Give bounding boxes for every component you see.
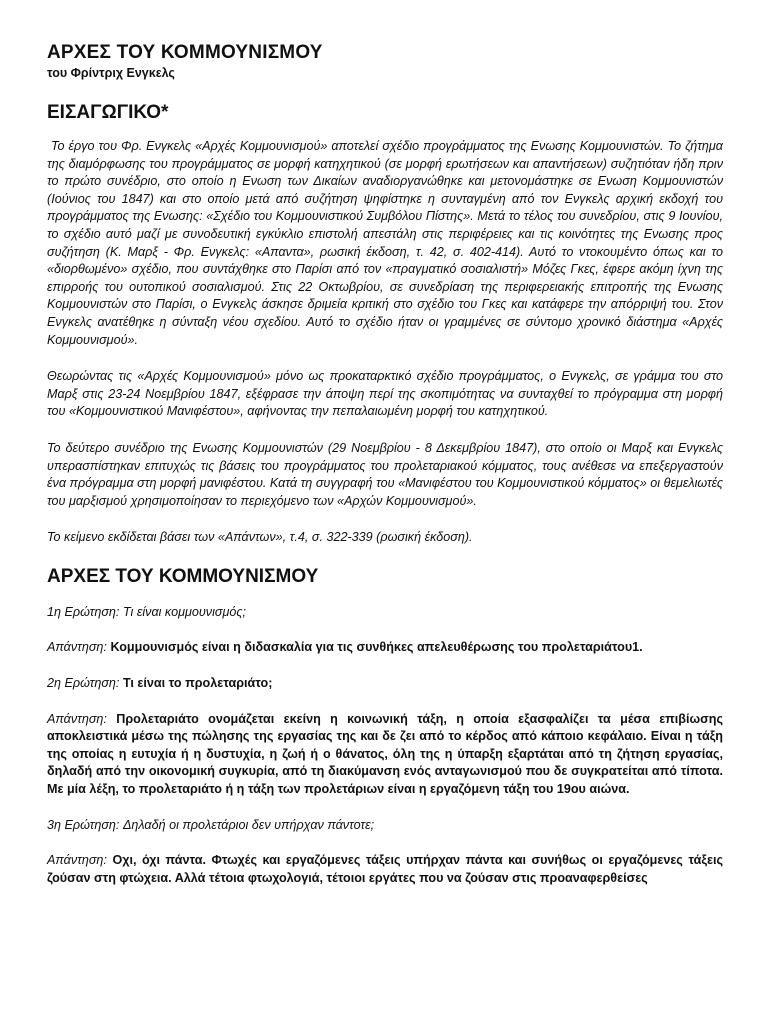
intro-paragraph: Θεωρώντας τις «Αρχές Κομμουνισμού» μόνο ως προκαταρκτικό σχέδιο προγράμματος, ο Ενγκελς, σε γράμμα του στο Μαρξ στις 23-24 Νοεμβρίου 1847, εξέφρασε την άποψη περί της σκοπιμότητας να συνταχθεί το πρόγραμμα στη μορφή του «Κομμουνιστικού Μανιφέστου», αφήνοντας την πεπαλαιωμένη μορφή του κατηχητικού. bbox=[47, 369, 723, 419]
question-1 bbox=[47, 604, 723, 622]
qa-section bbox=[47, 604, 723, 888]
question-text: Τι είναι κομμουνισμός; bbox=[122, 604, 247, 619]
question-2 bbox=[47, 675, 723, 693]
answer-label: Απάντηση: bbox=[47, 711, 107, 726]
intro-heading: ΕΙΣΑΓΩΓΙΚΟ* bbox=[47, 102, 169, 123]
question-text: Τι είναι το προλεταριάτο; bbox=[122, 676, 273, 691]
intro-paragraph: Το κείμενο εκδίδεται βάσει των «Απάντων», τ.4, σ. 322-339 (ρωσική έκδοση). bbox=[47, 530, 473, 545]
answer-2 bbox=[47, 711, 723, 799]
answer-text: Οχι, όχι πάντα. Φτωχές και εργαζόμενες τάξεις υπήρχαν πάντα και συνήθως οι εργαζόμενες τάξεις ζούσαν στη φτώχεια. Αλλά τέτοια φτωχολογιά, τέτοιοι εργάτες που να ζούσαν στις προαναφερθείσες bbox=[47, 853, 723, 885]
answer-1 bbox=[47, 639, 723, 657]
intro-paragraph: Το δεύτερο συνέδριο της Ενωσης Κομμουνιστών (29 Νοεμβρίου - 8 Δεκεμβρίου 1847), στο οποίο οι Μαρξ και Ενγκελς υπερασπίστηκαν επιτυχώς τις βάσεις του προγράμματος του προλεταριακού κόμματος, τους ανέθεσε να επεξεργαστούν ένα πρόγραμμα στη μορφή μανιφέστου. Κατά τη συγγραφή του «Μανιφέστου του Κομμουνιστικού κόμματος» οι θεμελιωτές του μαρξισμού χρησιμοποίησαν το περιεχόμενο των «Αρχών Κομμουνισμού». bbox=[47, 440, 723, 508]
answer-label: Απάντηση: bbox=[47, 640, 107, 655]
question-label: 2η Ερώτηση: bbox=[47, 676, 120, 691]
intro-section bbox=[47, 138, 723, 547]
answer-label: Απάντηση: bbox=[47, 853, 107, 868]
question-3 bbox=[47, 817, 723, 835]
question-label: 1η Ερώτηση: bbox=[47, 604, 120, 619]
answer-text: Προλεταριάτο ονομάζεται εκείνη η κοινωνική τάξη, η οποία εξασφαλίζει τα μέσα επιβίωσης αποκλειστικά μέσω της πώλησης της εργασίας της και δε ζει από το κέρδος από κάποιο κεφάλαιο. Είναι η τάξη της οποίας η ευτυχία ή η δυστυχία, η ζωή ή ο θάνατος, όλη της η ύπαρξη εξαρτάται από τη ζήτηση εργασίας, δηλαδή από την οικονομική συγκυρία, από τη διακύμανση ενός ανταγωνισμού που δε συγκρατείται από τίποτα. Με μία λέξη, το προλεταριάτο ή η τάξη των προλετάριων είναι η εργαζόμενη τάξη του 19ου αιώνα. bbox=[47, 711, 723, 797]
question-text: Δηλαδή οι προλετάριοι δεν υπήρχαν πάντοτε; bbox=[122, 817, 375, 832]
intro-paragraph: Το έργο του Φρ. Ενγκελς «Αρχές Κομμουνισμού» αποτελεί σχέδιο προγράμματος της Ενωσης Κομμουνιστών. Το ζήτημα της διαμόρφωσης του προγράμματος σε μορφή κατηχητικού (σε μορφή ερωτήσεων και απαντήσεων) συζητιόταν ήδη πριν το πρώτο συνέδριο, στο οποίο η Ενωση των Δικαίων αναδιοργανώθηκε και μετονομάστηκε σε Ενωση Κομμουνιστών (Ιούνιος του 1847) και στο οποίο μετά από συζήτηση ψηφίστηκε η συνταγμένη από τον Ενγκελς αρχική εκδοχή του προγράμματος της Ενωσης: «Σχέδιο του Κομμουνιστικού Συμβόλου Πίστης». Μετά το τέλος του συνεδρίου, στις 9 Ιουνίου, το σχέδιο αυτό μαζί με συνοδευτική εγκύκλιο επιστολή απεστάλη στις περιφέρειες και τις κοινότητες της Ενωσης προς συζήτηση (Κ. Μαρξ - Φρ. Ενγκελς: «Απαντα», ρωσική έκδοση, τ. 42, σ. 402-414). Αυτό το ντοκουμέντο όπως και το «διορθωμένο» σχέδιο, που συντάχθηκε στο Παρίσι από τον «πραγματικό σοσιαλιστή» Μόζες Γκες, έφερε ακόμη ίχνη της επιρροής του ουτοπικού σοσιαλισμού. Στις 22 Οκτωβρίου, σε συνεδρίαση της περιφερειακής επιτροπής της Ενωσης Κομμουνιστών στο Παρίσι, ο Ενγκελς άσκησε δριμεία κριτική στο σχέδιο του Γκες και κατάφερε την απόρριψή του. Στον Ενγκελς ανατέθηκε η σύνταξη νέου σχεδίου. Αυτό το σχέδιο ήταν οι γραμμένες σε σύντομο χρονικό διάστημα «Αρχές Κομμουνισμού». bbox=[47, 139, 723, 347]
answer-3 bbox=[47, 852, 723, 887]
answer-text: Κομμουνισμός είναι η διδασκαλία για τις συνθήκες απελευθέρωσης του προλεταριάτου1. bbox=[110, 640, 643, 655]
question-label: 3η Ερώτηση: bbox=[47, 817, 120, 832]
section-heading: ΑΡΧΕΣ ΤΟΥ ΚΟΜΜΟΥΝΙΣΜΟΥ bbox=[47, 565, 319, 587]
document-author: του Φρίντριχ Ενγκελς bbox=[47, 66, 175, 80]
document-title: ΑΡΧΕΣ ΤΟΥ ΚΟΜΜΟΥΝΙΣΜΟΥ bbox=[47, 42, 323, 63]
